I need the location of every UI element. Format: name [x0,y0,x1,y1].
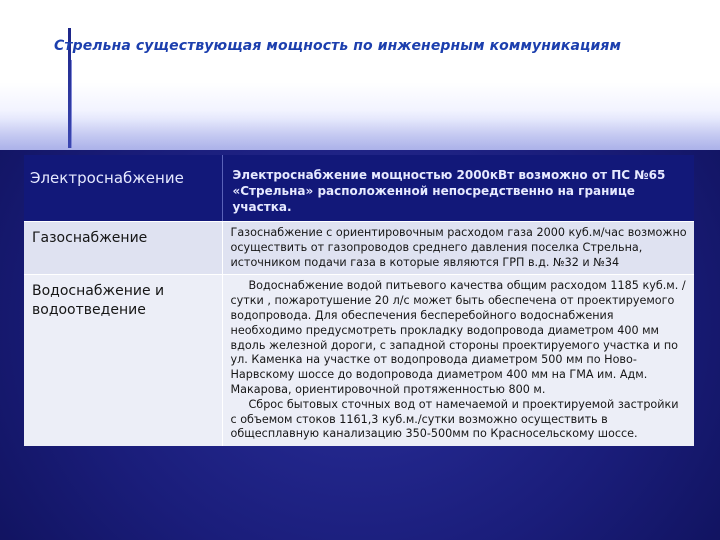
table-row-water [24,275,694,446]
row-description-power: Электроснабжение мощностью 2000кВт возможно от ПС №65 «Стрельна» расположенной непосредственно на границе участка. [222,155,694,222]
sewage-paragraph: Сброс бытовых сточных вод от намечаемой и проектируемой застройки с объемом стоков 1161,3 куб.м./сутки возможно осуществить в общесплавную канализацию 350-500мм по Красносельскому шоссе. [230,397,679,441]
table-row-gas [24,222,694,275]
row-label-water: Водоснабжение и водоотведение [24,275,222,446]
table-row-power [24,155,694,222]
utilities-table [24,155,694,446]
water-supply-paragraph: Водоснабжение водой питьевого качества общим расходом 1185 куб.м. /сутки , пожаротушение 20 л/с может быть обеспечена от проектируемого водопровода. Для обеспечения бесперебойного водоснабжения необходимо предусмотреть прокладку водопровода диаметром 400 мм вдоль железной дороги, с западной стороны проектируемого участка и по ул. Каменка на участке от водопровода диаметром 500 мм по Ново-Нарвскому шоссе до водопровода диаметром 400 мм на ГМА им. Адм. Макарова, ориентировочной протяженностью 800 м. [230,279,686,396]
row-label-gas: Газоснабжение [24,222,222,275]
slide-title: Стрельна существующая мощность по инженерным коммуникациям [54,38,622,54]
decorative-vertical-line-shadow [71,60,72,148]
row-description-gas: Газоснабжение с ориентировочным расходом газа 2000 куб.м/час возможно осуществить от газопроводов среднего давления поселка Стрельна, источником подачи газа в которые являются ГРП в.д. №32 и №34 [222,222,694,275]
title-band [0,0,720,150]
row-label-power: Электроснабжение [24,155,222,222]
row-description-water [222,275,694,446]
